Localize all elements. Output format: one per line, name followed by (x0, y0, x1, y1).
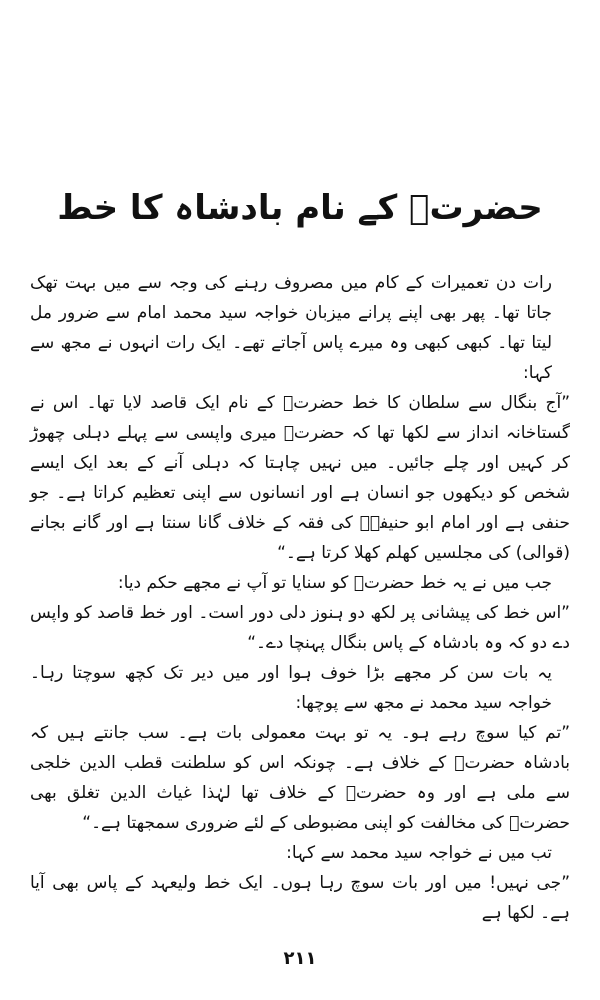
quote-paragraph: ”تم کیا سوچ رہے ہو۔ یہ تو بہت معمولی بات ہے۔ سب جانتے ہیں کہ بادشاہ حضرتؒ کے خلاف ہے۔ چونکہ اس کو سلطنت قطب الدین خلجی سے ملی ہے اور وہ حضرتؒ کے خلاف تھا لہٰذا غیاث الدین تغلق بھی حضرتؒ کی مخالفت کو اپنی مضبوطی کے لئے ضروری سمجھتا ہے۔“ (30, 723, 570, 833)
paragraph: تب میں نے خواجہ سید محمد سے کہا: (286, 843, 552, 863)
paragraph: رات دن تعمیرات کے کام میں مصروف رہنے کی وجہ سے میں بہت تھک جاتا تھا۔ پھر بھی اپنے پرانے میزبان خواجہ سید محمد امام سے ضرور مل لیتا تھا۔ کبھی کبھی وہ میرے پاس آجاتے تھے۔ ایک رات انہوں نے مجھ سے کہا: (30, 273, 552, 383)
page-number: ۲۱۱ (283, 948, 317, 969)
paragraph: جب میں نے یہ خط حضرتؒ کو سنایا تو آپ نے مجھے حکم دیا: (117, 573, 552, 593)
quote-paragraph: ”اس خط کی پیشانی پر لکھ دو ہنوز دلی دور است۔ اور خط قاصد کو واپس دے دو کہ وہ بادشاہ کے پاس بنگال پہنچا دے۔“ (30, 603, 570, 653)
paragraph: یہ بات سن کر مجھے بڑا خوف ہوا اور میں دیر تک کچھ سوچتا رہا۔ خواجہ سید محمد نے مجھ سے پوچھا: (30, 663, 552, 713)
quote-paragraph: ”آج بنگال سے سلطان کا خط حضرتؒ کے نام ایک قاصد لایا تھا۔ اس نے گستاخانہ انداز سے لکھا تھا کہ حضرتؒ میری واپسی سے پہلے دہلی چھوڑ کر کہیں اور چلے جائیں۔ میں نہیں چاہتا کہ دہلی آنے کے بعد ایک ایسے شخص کو دیکھوں جو انسان ہے اور انسانوں سے اپنی تعظیم کراتا ہے۔ جو حنفی ہے اور امام ابو حنیفہؒ کی فقہ کے خلاف گانا سنتا ہے اور گانے بجانے (قوالی) کی مجلسیں کھلم کھلا کرتا ہے۔“ (30, 393, 570, 563)
quote-paragraph: ”جی نہیں! میں اور بات سوچ رہا ہوں۔ ایک خط ولیعہد کے پاس بھی آیا ہے۔ لکھا ہے (30, 873, 570, 923)
chapter-title: حضرتؒ کے نام بادشاہ کا خط (57, 188, 543, 228)
body-text (30, 268, 570, 928)
